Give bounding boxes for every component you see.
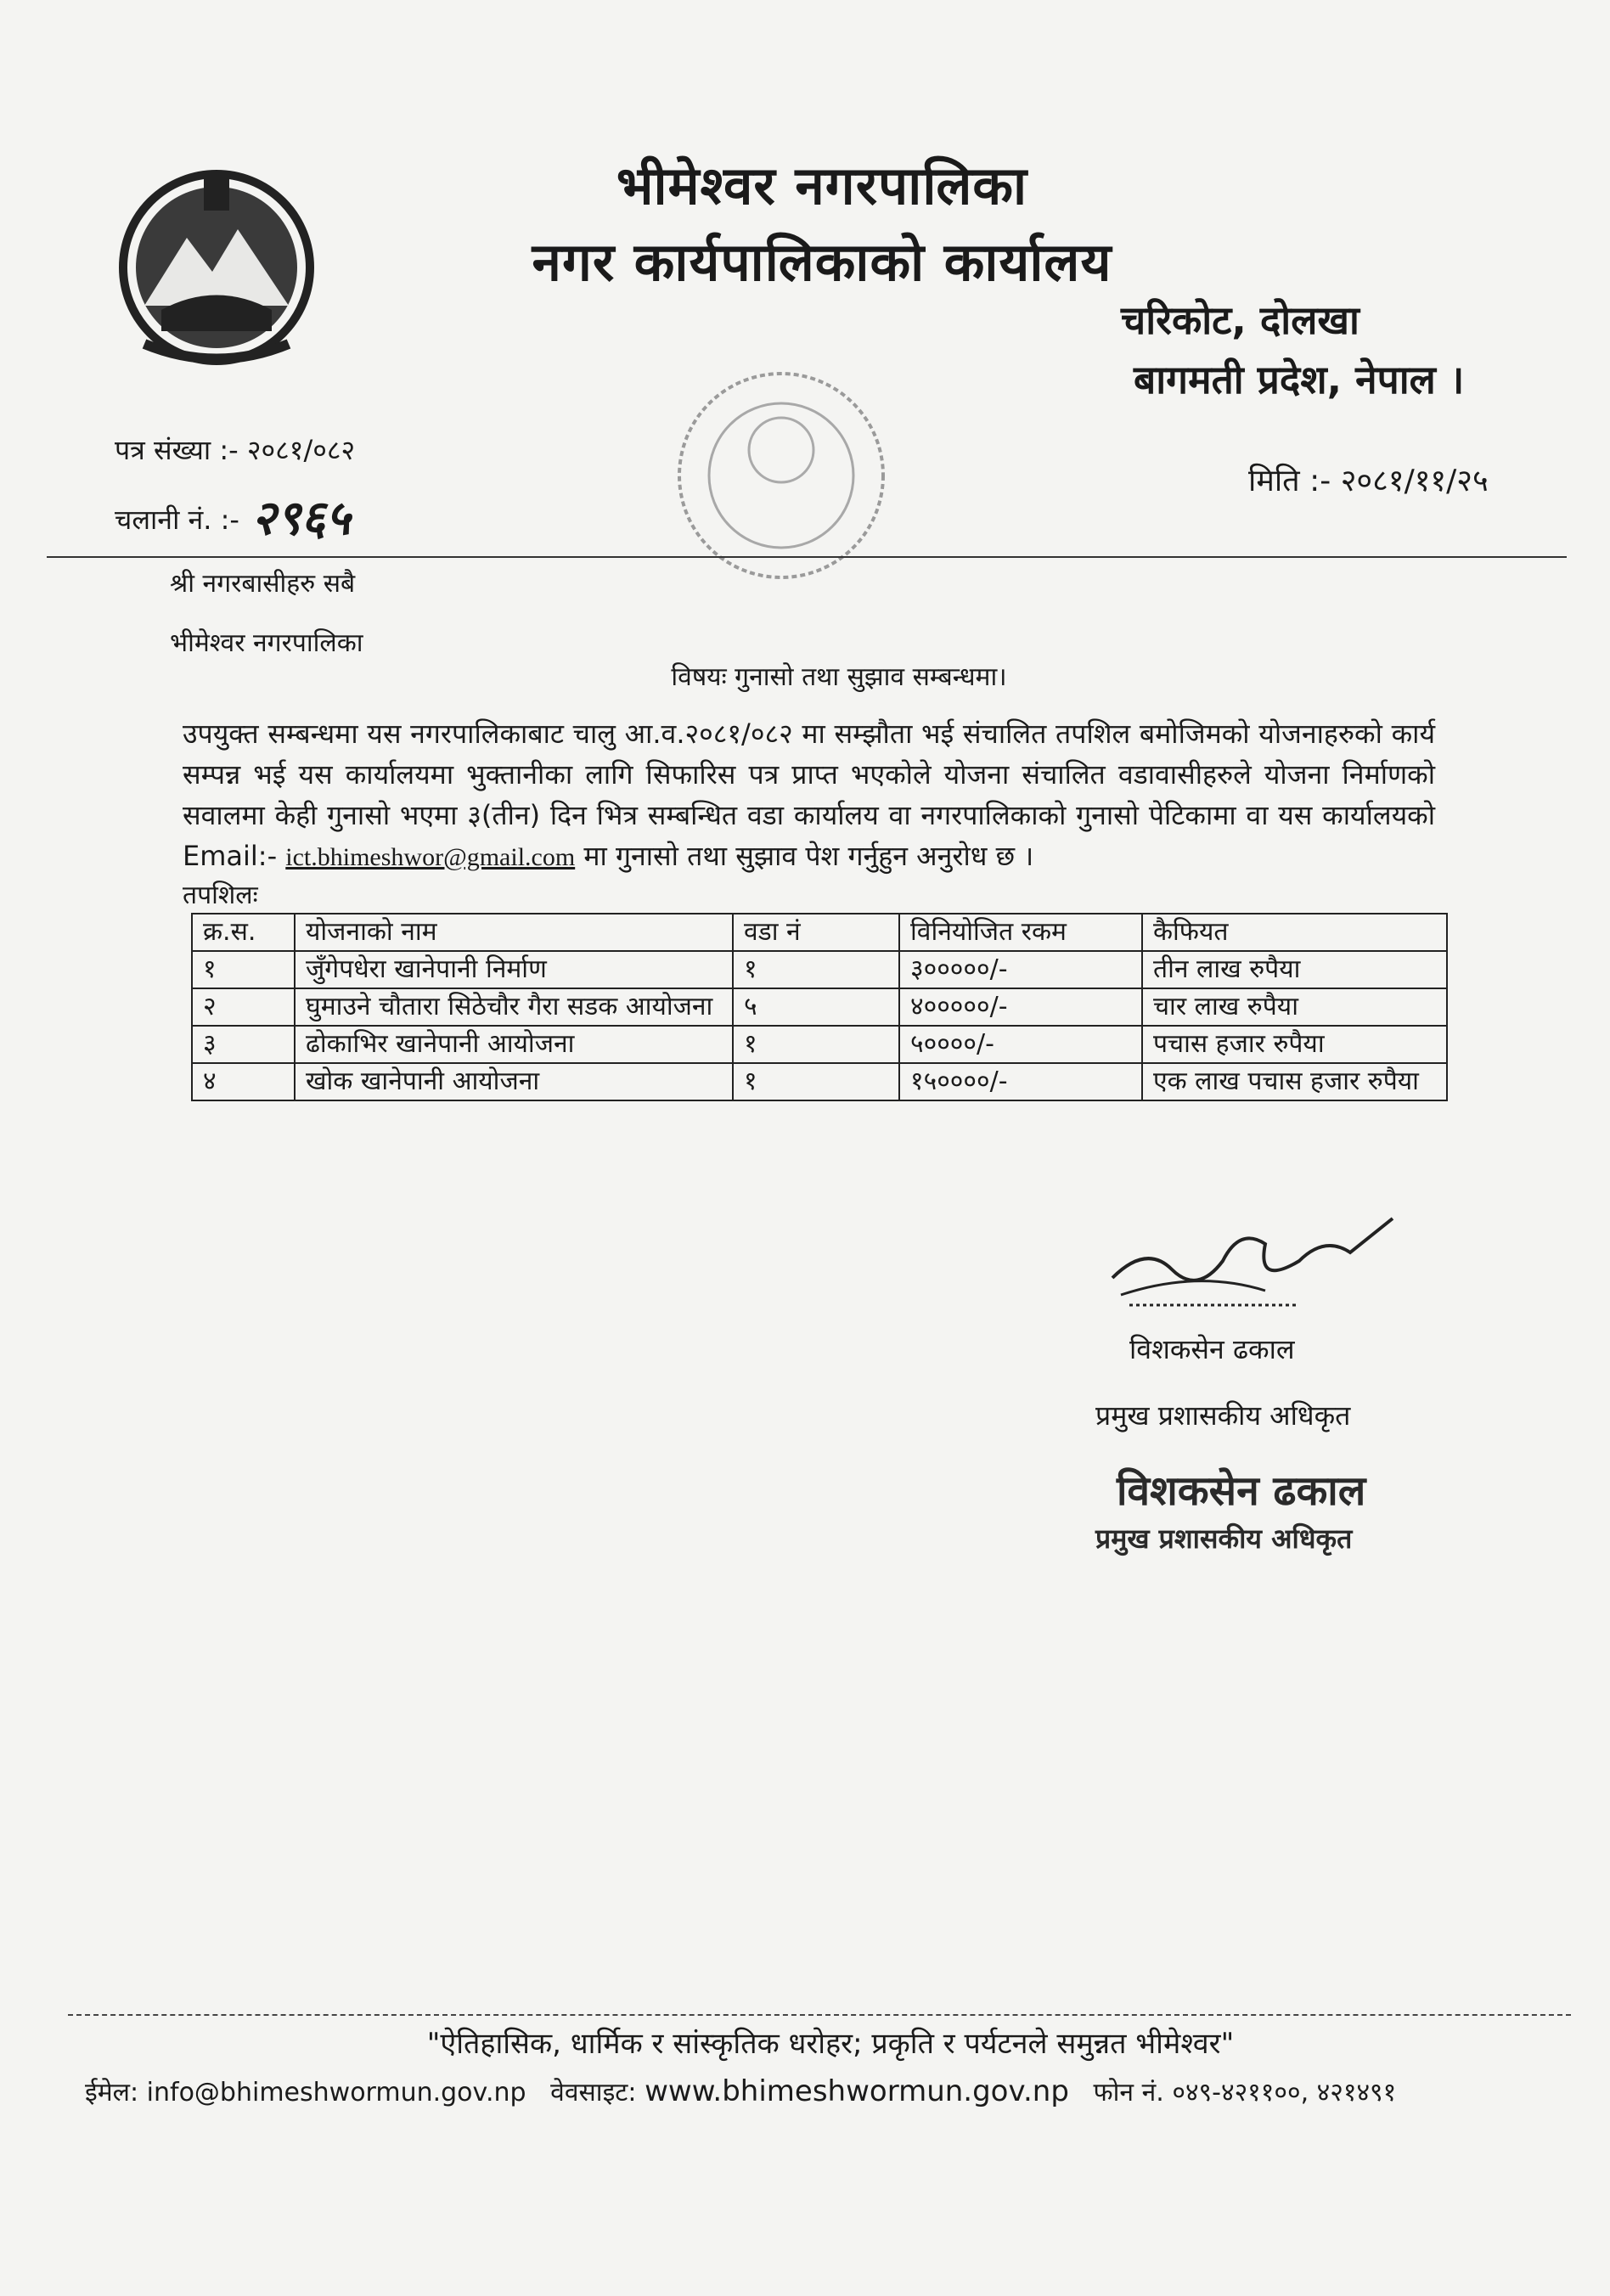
table-cell: तीन लाख रुपैया: [1142, 951, 1447, 988]
table-cell: १: [733, 1026, 899, 1063]
table-cell: पचास हजार रुपैया: [1142, 1026, 1447, 1063]
letter-subject: विषयः गुनासो तथा सुझाव सम्बन्धमा।: [671, 662, 1007, 692]
footer-website-label: वेवसाइट:: [550, 2078, 637, 2107]
footer-divider: [68, 2014, 1571, 2016]
address-line2: बागमती प्रदेश, नेपाल ।: [1134, 357, 1465, 402]
table-cell: ३०००००/-: [899, 951, 1142, 988]
signatory-post: प्रमुख प्रशासकीय अधिकृत: [1095, 1399, 1351, 1432]
contact-email-link[interactable]: ict.bhimeshwor@gmail.com: [285, 843, 576, 871]
chalani-label: चलानी नं. :-: [115, 504, 239, 536]
handwritten-signature: [1095, 1210, 1401, 1320]
letter-date: मिति :- २०८१/११/२५: [1248, 464, 1489, 498]
patra-sankhya: पत्र संख्या :- २०८१/०८२: [115, 434, 356, 466]
org-name: भीमेश्वर नगरपालिका: [616, 155, 1028, 217]
office-name: नगर कार्यपालिकाको कार्यालय: [532, 231, 1112, 293]
footer-email[interactable]: info@bhimeshwormun.gov.np: [146, 2078, 526, 2107]
recipient-line2: भीमेश्वर नगरपालिका: [170, 628, 363, 658]
table-cell: २: [192, 988, 295, 1026]
table-cell: ३: [192, 1026, 295, 1063]
footer-phone: ०४९-४२११००, ४२१४९१: [1172, 2078, 1397, 2107]
table-header: कैफियत: [1142, 914, 1447, 951]
letter-body: [183, 713, 1435, 878]
address-line1: चरिकोट, दोलखा: [1121, 297, 1359, 343]
table-cell: ५: [733, 988, 899, 1026]
chalani-number-line: [115, 484, 350, 549]
footer-contact: [85, 2074, 1396, 2108]
table-cell: चार लाख रुपैया: [1142, 988, 1447, 1026]
stamp-name: विशकसेन ढकाल: [1117, 1467, 1366, 1515]
footer-email-label: ईमेल:: [85, 2078, 139, 2107]
footer-website[interactable]: www.bhimeshwormun.gov.np: [645, 2074, 1069, 2108]
table-cell: एक लाख पचास हजार रुपैया: [1142, 1063, 1447, 1100]
table-cell: १: [733, 1063, 899, 1100]
table-cell: ढोकाभिर खानेपानी आयोजना: [295, 1026, 733, 1063]
table-cell: खोक खानेपानी आयोजना: [295, 1063, 733, 1100]
header-divider: [47, 556, 1567, 558]
tapashil-label: तपशिलः: [183, 881, 258, 910]
recipient-line1: श्री नगरबासीहरु सबै: [170, 569, 356, 599]
table-header: क्र.स.: [192, 914, 295, 951]
table-header: योजनाको नाम: [295, 914, 733, 951]
table-row: [192, 951, 1447, 988]
table-row: [192, 988, 1447, 1026]
body-text-before-email: उपयुक्त सम्बन्धमा यस नगरपालिकाबाट चालु आ.व.२०८१/०८२ मा सम्झौता भई संचालित तपशिल बमोजिमको योजनाहरुको कार्य सम्पन्न भई यस कार्यालयमा भुक्तानीका लागि सिफारिस पत्र प्राप्त भएकोले योजना संचालित वडावासीहरुले योजना निर्माणको सवालमा केही गुनासो भएमा ३(तीन) दिन भित्र सम्बन्धित वडा कार्यालय वा नगरपालिकाको गुनासो पेटिकामा वा यस कार्यालयको Email:-: [183, 718, 1435, 872]
table-header: वडा नं: [733, 914, 899, 951]
table-cell: जुँगेपधेरा खानेपानी निर्माण: [295, 951, 733, 988]
chalani-number: २९६५: [251, 490, 351, 546]
table-header: विनियोजित रकम: [899, 914, 1142, 951]
table-cell: ४: [192, 1063, 295, 1100]
table-cell: ४०००००/-: [899, 988, 1142, 1026]
table-cell: १: [733, 951, 899, 988]
body-text-after-email: मा गुनासो तथा सुझाव पेश गर्नुहुन अनुरोध छ ।: [583, 840, 1034, 872]
footer-slogan: "ऐतिहासिक, धार्मिक र सांस्कृतिक धरोहर; प्रकृति र पर्यटनले समुन्नत भीमेश्वर": [426, 2027, 1235, 2061]
signatory-name: विशकसेन ढकाल: [1129, 1333, 1295, 1365]
table-cell: १: [192, 951, 295, 988]
table-header-row: [192, 914, 1447, 951]
footer-phone-label: फोन नं.: [1093, 2078, 1164, 2107]
office-seal-stamp: [654, 348, 909, 603]
table-cell: घुमाउने चौतारा सिठेचौर गैरा सडक आयोजना: [295, 988, 733, 1026]
table-row: [192, 1026, 1447, 1063]
stamp-post: प्रमुख प्रशासकीय अधिकृत: [1095, 1522, 1353, 1555]
table-cell: ५००००/-: [899, 1026, 1142, 1063]
project-table: [191, 913, 1448, 1101]
table-cell: १५००००/-: [899, 1063, 1142, 1100]
table-row: [192, 1063, 1447, 1100]
